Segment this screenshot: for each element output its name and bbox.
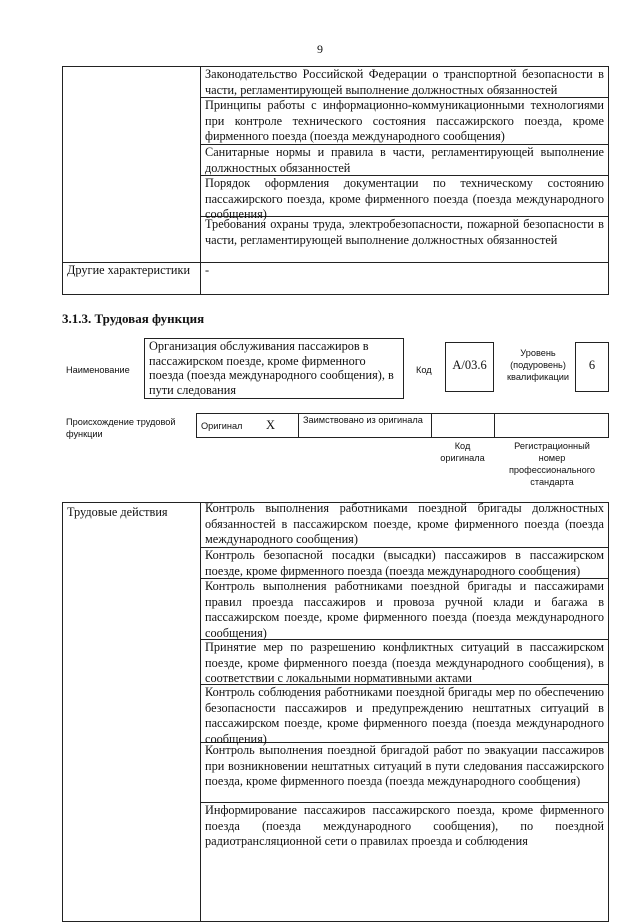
other-characteristics-label: Другие характеристики — [67, 263, 191, 277]
knowledge-item: Порядок оформления документации по техническому состоянию пассажирского поезда, кроме фирменного поезда (поезда международного сообщения) — [205, 176, 604, 222]
page-number: 9 — [317, 42, 323, 56]
actions-label: Трудовые действия — [67, 505, 168, 519]
section-title: 3.1.3. Трудовая функция — [62, 311, 205, 326]
code-original-label: Код оригинала — [440, 441, 485, 463]
code-label: Код — [416, 365, 432, 375]
original-label: Оригинал — [201, 421, 243, 431]
name-label: Наименование — [66, 365, 130, 375]
level-value: 6 — [588, 358, 596, 372]
action-item: Информирование пассажиров пассажирского поезда, кроме фирменного поезда (поезда международного сообщения), по поездной радиотрансляционной сети о правилах проезда и соблюдения — [205, 803, 604, 849]
other-characteristics-value: - — [205, 263, 210, 277]
action-item: Контроль выполнения работниками поездной бригады должностных обязанностей в пассажирском поезде, кроме фирменного поезда (поезда международного сообщения) — [205, 501, 604, 547]
registration-number-label: Регистрационный номер профессионального стандарта — [508, 441, 596, 487]
original-mark: X — [266, 418, 276, 432]
code-value: А/03.6 — [452, 358, 487, 372]
level-label: Уровень (подуровень) квалификации — [507, 348, 569, 382]
action-item: Контроль выполнения поездной бригадой работ по эвакуации пассажиров при возникновении нештатных ситуаций в пути следования пассажирского поезда, кроме фирменного поезда (поезда международного сообщения) — [205, 743, 604, 789]
action-item: Контроль безопасной посадки (высадки) пассажиров в пассажирском поезде, кроме фирменного поезда (поезда международного сообщения) — [205, 548, 604, 578]
action-item: Контроль соблюдения работниками поездной бригады мер по обеспечению безопасности пассажиров и предупреждению нештатных ситуаций в пассажирском поезде, кроме фирменного поезда (поезда международного сообщения) — [205, 685, 604, 746]
origin-label: Происхождение трудовой функции — [66, 417, 176, 439]
function-name-value: Организация обслуживания пассажиров в пассажирском поезде, кроме фирменного поезда (поезда международного сообщения), в пути следования — [149, 339, 394, 397]
knowledge-item: Законодательство Российской Федерации о транспортной безопасности в части, регламентирующей выполнение должностных обязанностей — [205, 67, 604, 97]
action-item: Контроль выполнения работниками поездной бригады и пассажирами правил проезда пассажиров и провоза ручной клади и багажа в пассажирском поезде, кроме фирменного поезда (поезда международного сообщения) — [205, 579, 604, 640]
knowledge-item: Принципы работы с информационно-коммуникационными технологиями при контроле технического состояния пассажирского поезда, кроме фирменного поезда (поезда международного сообщения) — [205, 98, 604, 144]
knowledge-item: Санитарные нормы и правила в части, регламентирующей выполнение должностных обязанностей — [205, 145, 604, 175]
knowledge-item: Требования охраны труда, электробезопасности, пожарной безопасности в части, регламентирующей выполнение должностных обязанностей — [205, 217, 604, 247]
action-item: Принятие мер по разрешению конфликтных ситуаций в пассажирском поезде, кроме фирменного поезда (поезда международного сообщения), в соответствии с локальными нормативными актами — [205, 640, 604, 686]
borrowed-label: Заимствовано из оригинала — [303, 415, 423, 425]
